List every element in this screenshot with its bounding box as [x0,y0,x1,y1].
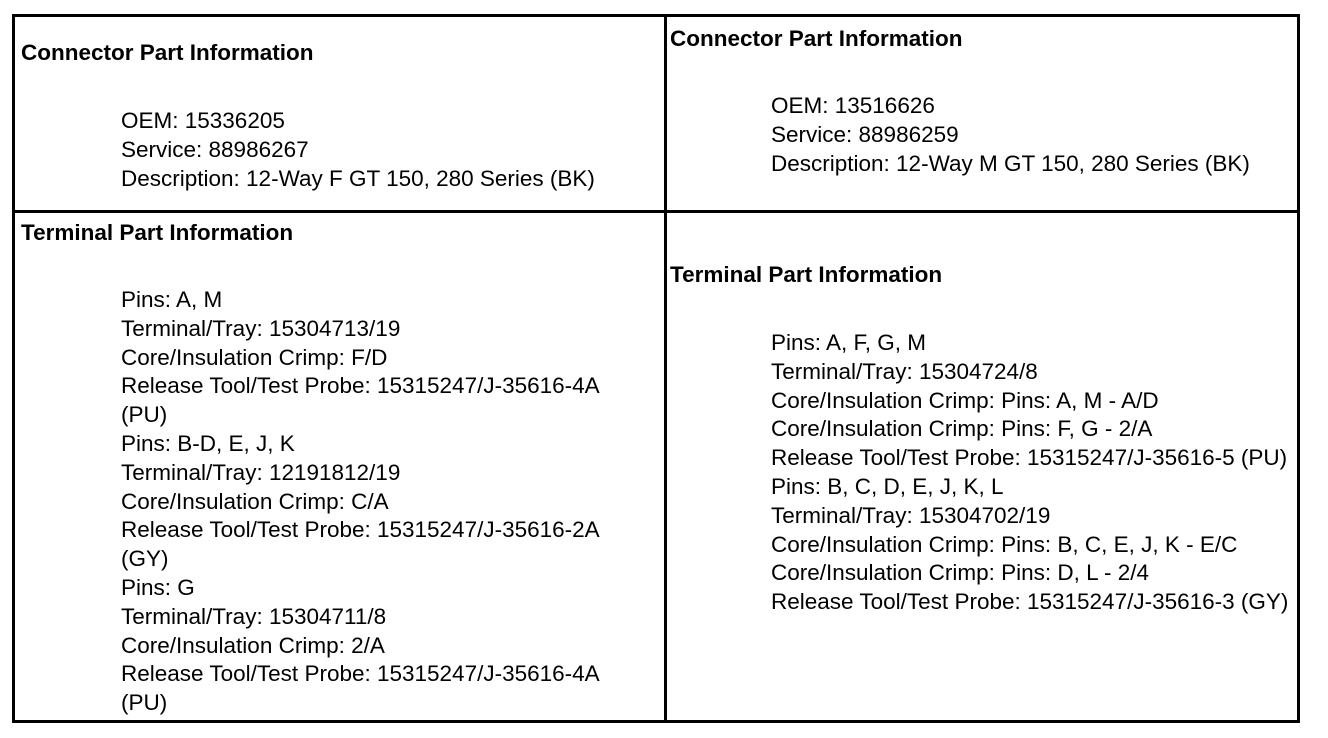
crimp: Core/Insulation Crimp: F/D [121,344,388,370]
pins: Pins: G [121,574,195,600]
pins: Pins: B, C, D, E, J, K, L [771,473,1004,499]
connector-details-left [121,107,661,193]
release-tool: Release Tool/Test Probe: 15315247/J-35616-2A (GY) [121,517,599,572]
service-number: Service: 88986259 [771,121,959,147]
pins: Pins: B-D, E, J, K [121,430,295,456]
crimp: Core/Insulation Crimp: 2/A [121,632,385,658]
terminal-tray: Terminal/Tray: 15304711/8 [121,603,387,629]
connector-details-right [771,92,1281,178]
connector-cell-left [15,17,664,210]
oem-number: OEM: 13516626 [771,93,935,118]
release-tool: Release Tool/Test Probe: 15315247/J-35616-4A (PU) [121,661,599,716]
connector-info-table [12,14,1300,723]
terminal-cell-right [667,213,1297,720]
terminal-details-left [121,286,641,718]
crimp: Core/Insulation Crimp: Pins: A, M - A/D [771,387,1159,413]
terminal-heading-right: Terminal Part Information [670,262,943,287]
release-tool: Release Tool/Test Probe: 15315247/J-35616-4A (PU) [121,373,599,428]
terminal-details-right [771,329,1294,617]
connector-cell-right [667,17,1297,210]
terminal-tray: Terminal/Tray: 15304702/19 [771,502,1051,528]
crimp: Core/Insulation Crimp: Pins: F, G - 2/A [771,416,1153,442]
terminal-tray: Terminal/Tray: 15304724/8 [771,358,1038,384]
terminal-tray: Terminal/Tray: 15304713/19 [121,315,401,341]
crimp: Core/Insulation Crimp: C/A [121,488,389,514]
pins: Pins: A, M [121,287,223,312]
release-tool: Release Tool/Test Probe: 15315247/J-35616-3 (GY) [771,589,1289,615]
terminal-tray: Terminal/Tray: 12191812/19 [121,459,401,485]
oem-number: OEM: 15336205 [121,108,285,133]
crimp: Core/Insulation Crimp: Pins: B, C, E, J, K - E/C [771,531,1238,557]
service-number: Service: 88986267 [121,136,309,162]
pins: Pins: A, F, G, M [771,330,927,355]
connector-heading-left: Connector Part Information [21,40,314,65]
crimp: Core/Insulation Crimp: Pins: D, L - 2/4 [771,560,1150,586]
connector-heading-right: Connector Part Information [670,26,963,51]
terminal-cell-left [15,213,664,720]
description: Description: 12-Way M GT 150, 280 Series (BK) [771,150,1250,176]
terminal-heading-left: Terminal Part Information [21,220,294,245]
description: Description: 12-Way F GT 150, 280 Series (BK) [121,165,595,191]
release-tool: Release Tool/Test Probe: 15315247/J-35616-5 (PU) [771,445,1288,471]
